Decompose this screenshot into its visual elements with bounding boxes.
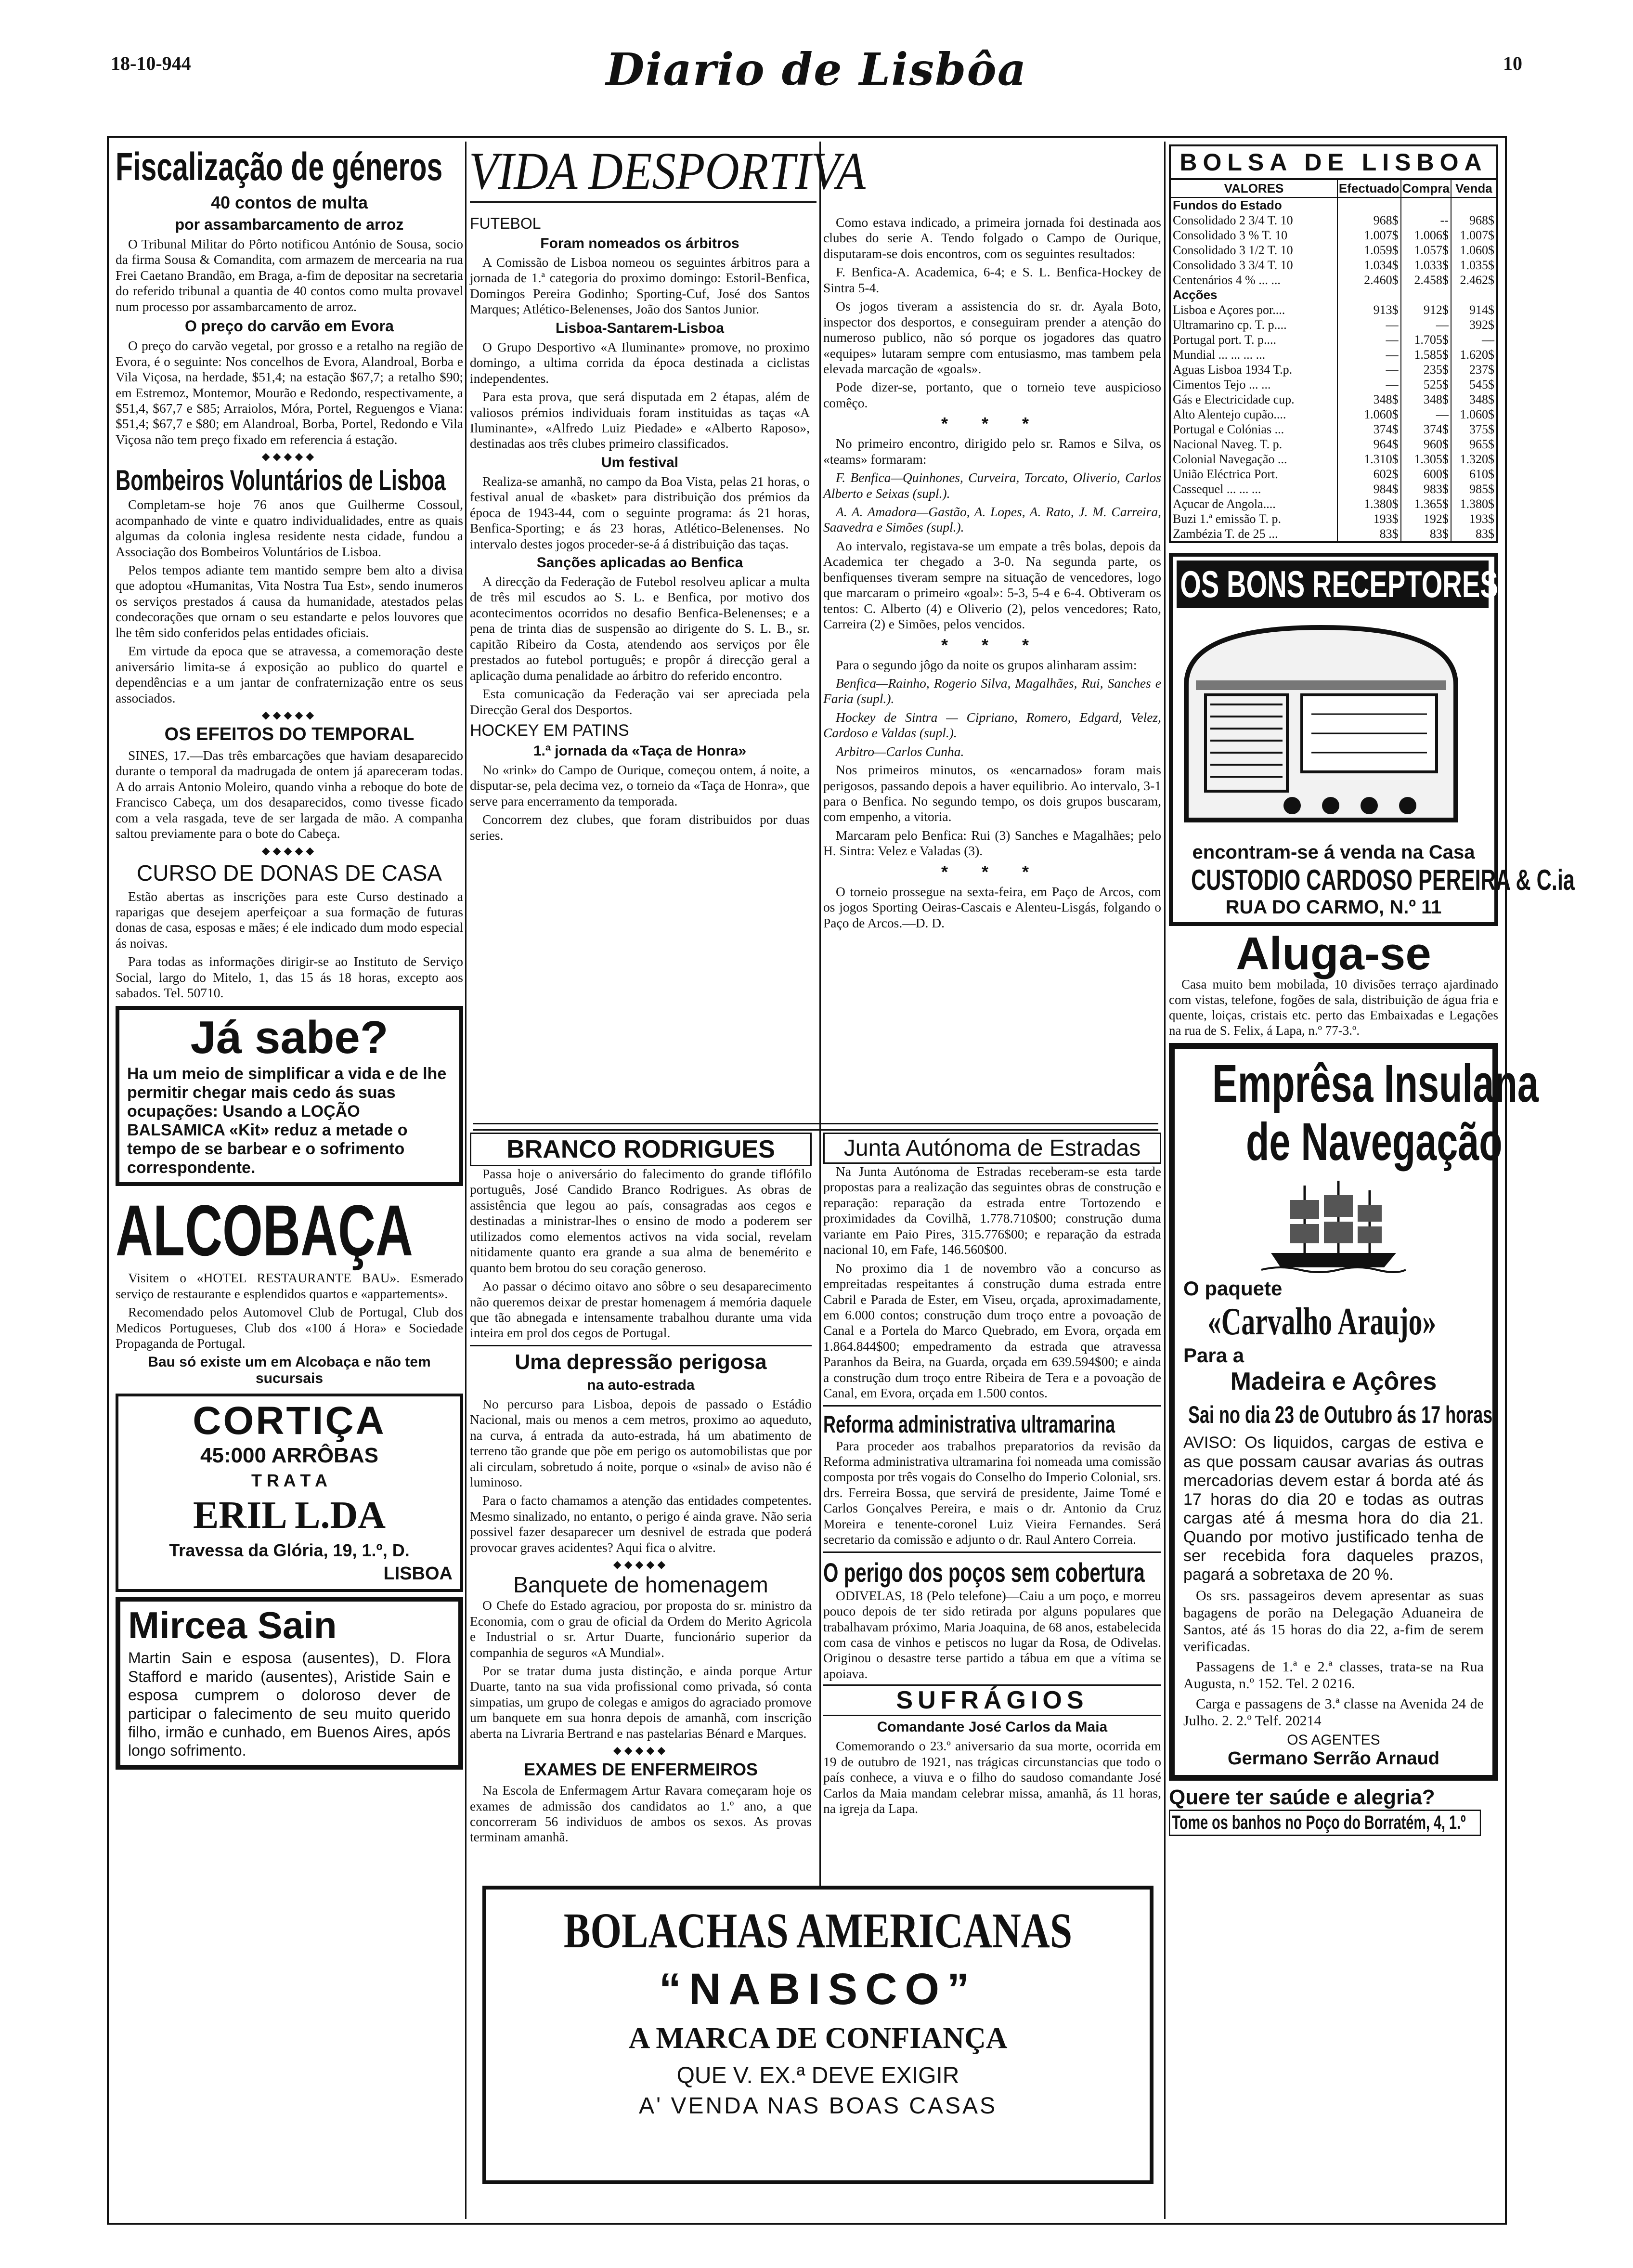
ad-paragraph: Casa muito bem mobilada, 10 divisões terraço ajardinado com vistas, telefone, fogões de sala, distribuição de água fria e quente, loiças, cristais etc. perto das Embaixadas e Legações na rua de S. Felix, á Lapa, n.º 77-3.º. xyxy=(1169,977,1498,1038)
security-name: Açucar de Angola.... xyxy=(1173,496,1276,511)
article-paragraph: F. Benfica—Quinhones, Curveira, Torcato, Oliverio, Carlos Alberto e Seixas (supl.). xyxy=(823,470,1161,501)
price-cell: 1.585$ xyxy=(1401,347,1451,362)
ornament-divider: ◆◆◆◆◆ xyxy=(261,844,317,857)
price-cell: — xyxy=(1401,407,1451,422)
table-row xyxy=(1171,302,1496,317)
price-cell: 600$ xyxy=(1401,467,1451,482)
radio-receiver-icon xyxy=(1177,613,1465,834)
price-cell: 1.033$ xyxy=(1401,258,1451,273)
destination: Madeira e Açôres xyxy=(1230,1368,1437,1396)
price-cell: 375$ xyxy=(1451,422,1496,437)
table-row xyxy=(1171,467,1496,482)
security-name: Aguas Lisboa 1934 T.p. xyxy=(1173,362,1293,377)
article-paragraph: No «rink» do Campo de Ourique, começou ontem, á noite, a disputar-se, pela decima vez, o torneio da «Taça de Honra», que serve para encerramento da temporada. xyxy=(470,762,810,808)
table-section-row xyxy=(1171,287,1496,302)
ad-title: ALCOBAÇA xyxy=(116,1190,413,1271)
table-row xyxy=(1171,407,1496,422)
column-header: Compra xyxy=(1401,180,1451,197)
price-cell: 1.060$ xyxy=(1337,407,1401,422)
price-cell: 985$ xyxy=(1451,482,1496,496)
ad-title: BOLACHAS AMERICANAS xyxy=(563,1903,1073,1958)
ad-paragraph: Carga e passagens de 3.ª classe na Avenida 24 de Julho. 2. 2.º Telf. 20214 xyxy=(1183,1695,1484,1729)
price-cell: 348$ xyxy=(1337,392,1401,407)
section-label: Acções xyxy=(1173,287,1218,302)
obituary-title: Mircea Sain xyxy=(128,1604,337,1647)
headline: EXAMES DE ENFERMEIROS xyxy=(523,1760,758,1780)
obituary-text: Martin Sain e esposa (ausentes), D. Flora Stafford e marido (ausentes), Aristide Sain e esposa cumprem o doloroso dever de participar o falecimento de seu muito querido filho, irmão e cunhado, em Buenos Aires, após longo sofrimento. xyxy=(128,1649,451,1760)
ad-title: CORTIÇA xyxy=(193,1399,386,1443)
table-cell xyxy=(1337,197,1401,213)
table-row xyxy=(1171,243,1496,258)
price-cell: 1.007$ xyxy=(1451,228,1496,243)
price-cell: 983$ xyxy=(1401,482,1451,496)
article-paragraph: Por se tratar duma justa distinção, e ainda porque Artur Duarte, tanto na sua vida profissional como privada, só conta simpatias, um grupo de colegas e amigos do agraciado promove um banquete em sua honra depois de amanhã, com inscrição aberta na Livraria Bertrand e nas pastelarias Bénard e Marques. xyxy=(470,1663,812,1741)
ship-icon xyxy=(1261,1171,1406,1277)
sports-rule xyxy=(473,1123,1158,1131)
headline: Uma depressão perigosa xyxy=(515,1350,767,1374)
price-cell: 968$ xyxy=(1451,213,1496,228)
agents-label: OS AGENTES xyxy=(1287,1732,1380,1748)
price-cell: — xyxy=(1401,317,1451,332)
price-cell: 1.006$ xyxy=(1401,228,1451,243)
stock-table-box xyxy=(1169,144,1498,543)
column-3-lower xyxy=(823,1133,1161,1884)
price-cell: 1.007$ xyxy=(1337,228,1401,243)
security-name: Cassequel ... ... ... xyxy=(1173,482,1261,496)
price-cell: — xyxy=(1337,377,1401,392)
table-cell xyxy=(1401,197,1451,213)
price-cell: 913$ xyxy=(1337,302,1401,317)
price-cell: 83$ xyxy=(1451,526,1496,541)
article-paragraph: Concorrem dez clubes, que foram distribuidos por duas series. xyxy=(470,812,810,843)
price-cell: 1.059$ xyxy=(1337,243,1401,258)
price-cell: -- xyxy=(1401,213,1451,228)
security-name: União Eléctrica Port. xyxy=(1173,467,1278,481)
ad-title: Quere ter saúde e alegria? xyxy=(1169,1786,1435,1810)
article-paragraph: No proximo dia 1 de novembro vão a concurso as empreitadas respeitantes á construção duma estrada entre Cabril e Parada de Ester, em Viseu, orçada, aproximadamente, em 6.000 contos; construção dum troço entre a povoação de Canal e a Portela do Marco Quebrado, em Evora, orçada em 1.864.844$00; empedramento da estrada que atravessa Paranhos da Beira, na Guarda, orçada em 639.594$00; e ainda a construção dum troço entre Ribeira de Tera e a povoação de Canal, em Evora, orçada em 1.500 contos. xyxy=(823,1260,1161,1401)
price-cell: 610$ xyxy=(1451,467,1496,482)
ad-city: LISBOA xyxy=(383,1564,453,1584)
ad-line: QUE V. EX.ª DEVE EXIGIR xyxy=(676,2063,959,2088)
article-paragraph: Marcaram pelo Benfica: Rui (3) Sanches e Magalhães; pelo H. Sintra: Velez e Valadas (3). xyxy=(823,827,1161,859)
price-cell: 1.310$ xyxy=(1337,452,1401,467)
page-header xyxy=(111,43,1522,105)
table-row xyxy=(1171,392,1496,407)
column-header: Efectuado xyxy=(1337,180,1401,197)
article-paragraph: Como estava indicado, a primeira jornada foi destinada aos clubes do serie A. Tendo folgado o Campo de Ourique, disputaram-se dois encontros, com os seguintes resultados: xyxy=(823,215,1161,261)
divider xyxy=(470,1345,812,1346)
price-cell: 914$ xyxy=(1451,302,1496,317)
security-name: Cimentos Tejo ... ... xyxy=(1173,377,1271,391)
price-cell: 525$ xyxy=(1401,377,1451,392)
article-paragraph: Na Junta Autónoma de Estradas receberam-se esta tarde propostas para a realização das seguintes obras de construção e reparação: reparação da estrada entre Tortozendo e proximidades da Covilhã, 1.778.710$00; construção duma variante em Paio Pires, 315.776$00; e reparação da estrada nacional 10, em Fafe, 146.560$00. xyxy=(823,1164,1161,1257)
table-header xyxy=(1171,180,1496,197)
article-paragraph: Hockey de Sintra — Cipriano, Romero, Edgard, Velez, Cardoso e Valdas (supl.). xyxy=(823,709,1161,741)
table-row xyxy=(1171,332,1496,347)
ad-title: Já sabe? xyxy=(190,1011,389,1063)
security-name: Centenários 4 % ... ... xyxy=(1173,273,1281,287)
ad-paragraph: Os srs. passageiros devem apresentar as suas bagagens de porão na Delegação Aduaneira de Santos, até ás 15 horas do dia 22, a-fim de serem verificadas. xyxy=(1183,1588,1484,1655)
security-name: Lisboa e Açores por.... xyxy=(1173,302,1285,317)
table-row xyxy=(1171,422,1496,437)
price-cell: 192$ xyxy=(1401,511,1451,526)
sport-label: FUTEBOL xyxy=(470,215,541,232)
article-paragraph: Comemorando o 23.º aniversario da sua morte, ocorrida em 19 de outubro de 1921, nas trágicas circunstancias que todo o país conhece, a viuva e o filho do saudoso comandante José Carlos da Maia mandam celebrar missa, amanhã, ás 11 horas, na igreja da Lapa. xyxy=(823,1738,1161,1816)
ad-paragraph: AVISO: Os liquidos, cargas de estiva e as que possam causar avarias ás outras mercadorias devem estar á borda até ás 17 horas do dia 20 e todas as outras cargas até á mesma hora do dia 21. Quando por motivo justificado tenha de ser recebida fora daqueles prazos, pagará a sobretaxa de 20 %. xyxy=(1183,1434,1484,1584)
article-heading: Um festival xyxy=(601,454,679,470)
security-name: Gás e Electricidade cup. xyxy=(1173,392,1295,406)
ad-receptores xyxy=(1169,553,1575,926)
ad-address: RUA DO CARMO, N.º 11 xyxy=(1225,897,1442,918)
ad-ja-sabe xyxy=(116,1006,463,1186)
security-name: Mundial ... ... ... ... xyxy=(1173,347,1266,362)
article-paragraph: F. Benfica-A. Academica, 6-4; e S. L. Benfica-Hockey de Sintra 5-4. xyxy=(823,264,1161,295)
price-cell: 960$ xyxy=(1401,437,1451,452)
price-cell: 374$ xyxy=(1337,422,1401,437)
price-cell: 235$ xyxy=(1401,362,1451,377)
article-paragraph: Realiza-se amanhã, no campo da Boa Vista, pelas 21 horas, o festival anual de «basket» para distribuição dos prémios da época de 1943-44, com o seguinte programa: ás 21 horas, Benfica-Sporting; e ás 23 horas, Atlético-Belenenses. No intervalo destes jogos proceder-se-á á distribuição das taças. xyxy=(470,473,810,551)
page-frame xyxy=(107,136,1575,2225)
table-row xyxy=(1171,347,1496,362)
security-name: Portugal port. T. p.... xyxy=(1173,332,1276,347)
ad-paragraph: Recomendado pelos Automovel Club de Portugal, Club dos Medicos Portugueses, Club dos «100 á Hora» e Sociedade Propaganda de Portugal. xyxy=(116,1304,463,1351)
price-cell: 1.305$ xyxy=(1401,452,1451,467)
ad-note: Bau só existe um em Alcobaça e não tem sucursais xyxy=(148,1354,431,1387)
article-paragraph: O Grupo Desportivo «A Iluminante» promove, no proximo domingo, a ultima corrida da época destinada a ciclistas independentes. xyxy=(470,339,810,386)
ad-trata: T R A T A xyxy=(251,1471,327,1491)
price-cell: 1.620$ xyxy=(1451,347,1496,362)
ad-title: de Navegação xyxy=(1246,1112,1503,1172)
article-paragraph: Benfica—Rainho, Rogerio Silva, Magalhães, Rui, Sanches e Faria (supl.). xyxy=(823,675,1161,706)
table-row xyxy=(1171,496,1496,511)
ad-brand: “NABISCO” xyxy=(659,1965,977,2014)
table-row xyxy=(1171,213,1496,228)
ad-text: Para a xyxy=(1183,1344,1244,1367)
headline: SUFRÁGIOS xyxy=(823,1684,1161,1716)
ship-name: «Carvalho Araujo» xyxy=(1207,1301,1437,1343)
table-row xyxy=(1171,362,1496,377)
stars-divider: * * * xyxy=(941,414,1044,434)
article-paragraph: A direcção da Federação de Futebol resolveu aplicar a multa de três mil escudos ao S. L. e Benfica, por motivo dos acontecimentos ocorridos no desafio Benfica-Belenenses; e a pena de trinta dias de suspensão ao dirigente do S. L. B., sr. capitão Ribeiro da Costa, atendendo aos serviços por êle prestados ao futebol português; e propôr á direcção geral a aplicação duma penalidade ao árbitro do referido encontro. xyxy=(470,574,810,683)
price-cell: 602$ xyxy=(1337,467,1401,482)
section-heading: O preço do carvão em Evora xyxy=(185,317,394,335)
column-rule xyxy=(1164,142,1166,2219)
column-1 xyxy=(116,144,463,2215)
ad-tagline: A MARCA DE CONFIANÇA xyxy=(628,2022,1008,2055)
issue-date: 18-10-944 xyxy=(111,52,191,74)
table-cell xyxy=(1451,287,1496,302)
price-cell: 968$ xyxy=(1337,213,1401,228)
article-paragraph: Para o segundo jôgo da noite os grupos alinharam assim: xyxy=(836,657,1137,672)
stock-table xyxy=(1171,180,1496,541)
table-row xyxy=(1171,452,1496,467)
headline: Reforma administrativa ultramarina xyxy=(823,1410,1115,1438)
article-paragraph: SINES, 17.—Das três embarcações que haviam desaparecido durante o temporal da madrugada de ontem já apareceram todas. A do arrais Antonio Moleiro, quando vinha a reboque do bote de Francisco Cabeça, um dos desaparecidos, como tivesse ficado com a vela rasgada, teve de ser largada de mão. A companha saltou previamente para o bote do Cabeça. xyxy=(116,747,463,841)
ad-company: ERIL L.DA xyxy=(193,1494,386,1537)
price-cell: — xyxy=(1337,347,1401,362)
ad-text: Tome os banhos no Poço do Borratém, 4, 1.º xyxy=(1169,1810,1481,1836)
article-paragraph: O Chefe do Estado agraciou, por proposta do sr. ministro da Economia, com o grau de oficial da Ordem do Merito Agricola e Industrial o sr. Artur Duarte, funcionário superior da companhia de seguros «A Mundial». xyxy=(470,1598,812,1660)
departure: Sai no dia 23 de Outubro ás 17 horas xyxy=(1188,1401,1493,1429)
security-name: Consolidado 3 1/2 T. 10 xyxy=(1173,243,1293,257)
table-row xyxy=(1171,273,1496,287)
table-row xyxy=(1171,317,1496,332)
security-name: Consolidado 3 % T. 10 xyxy=(1173,228,1288,242)
table-cell xyxy=(1451,197,1496,213)
security-name: Consolidado 2 3/4 T. 10 xyxy=(1173,213,1293,227)
ad-text: Ha um meio de simplificar a vida e de lhe permitir chegar mais cedo ás suas ocupações: Usando a LOÇÃO BALSAMICA «Kit» reduz a metade o tempo de se barbear e o sofrimento correspondente. xyxy=(127,1064,447,1177)
price-cell: 2.458$ xyxy=(1401,273,1451,287)
article-heading: Sanções aplicadas ao Benfica xyxy=(536,555,743,571)
divider xyxy=(823,1405,1161,1407)
price-cell: 964$ xyxy=(1337,437,1401,452)
price-cell: — xyxy=(1337,332,1401,347)
section-label: Fundos do Estado xyxy=(1173,198,1282,212)
headline: Banquete de homenagem xyxy=(513,1572,768,1598)
ad-title: OS BONS RECEPTORES xyxy=(1177,560,1489,608)
subheadline: por assambarcamento de arroz xyxy=(175,216,404,233)
article-paragraph: O Tribunal Militar do Pôrto notificou António de Sousa, socio da firma Sousa & Comandita, com armazem de mercearia na rua Frei Caetano Brandão, em Braga, a-fim de depositar na secretaria do referido tribunal a quantia de 40 contos como multa provavel num processo por assambarcamento de arroz. xyxy=(116,236,463,314)
ad-text: O paquete xyxy=(1183,1277,1283,1300)
price-cell: 193$ xyxy=(1337,511,1401,526)
column-2-lower xyxy=(470,1133,812,1884)
section-heading: OS EFEITOS DO TEMPORAL xyxy=(164,724,415,744)
article-paragraph: No primeiro encontro, dirigido pelo sr. Ramos e Silva, os «teams» formaram: xyxy=(823,436,1161,467)
divider xyxy=(470,201,816,203)
price-cell: 984$ xyxy=(1337,482,1401,496)
ad-paragraph: Passagens de 1.ª e 2.ª classes, trata-se na Rua Augusta, n.º 152. Tel. 2 0216. xyxy=(1183,1658,1484,1692)
price-cell: 374$ xyxy=(1401,422,1451,437)
column-4 xyxy=(1169,144,1575,2215)
table-row xyxy=(1171,228,1496,243)
ornament-divider: ◆◆◆◆◆ xyxy=(613,1744,669,1757)
price-cell: 348$ xyxy=(1451,392,1496,407)
ad-nabisco xyxy=(482,1886,1153,2184)
sport-label: HOCKEY EM PATINS xyxy=(470,721,629,740)
headline: O perigo dos poços sem cobertura xyxy=(823,1557,1145,1588)
article-paragraph: Passa hoje o aniversário do falecimento do grande tiflófilo português, José Candido Branco Rodrigues. As obras de assistência que legou ao país, consagradas aos cegos e destinadas a ministrar-lhes o ensino de modo a poderem ser utilizados como elementos activos na vida social, revelam nitidamente quanto era grande a sua alma de benemérito e quanto bem brotou do seu coração generoso. xyxy=(470,1166,812,1275)
price-cell: 912$ xyxy=(1401,302,1451,317)
table-row xyxy=(1171,437,1496,452)
price-cell: 83$ xyxy=(1401,526,1451,541)
price-cell: 545$ xyxy=(1451,377,1496,392)
price-cell: 2.460$ xyxy=(1337,273,1401,287)
article-paragraph: No percurso para Lisboa, depois de passado o Estádio Nacional, mais ou menos a cem metros, proximo ao aqueduto, na curva, á entrada da auto-estrada, há um abatimento de terreno tão grande que põe em perigo os automobilistas que por ali circulam, sobretudo á noite, porque o «sinal» de aviso não é luminoso. xyxy=(470,1396,812,1489)
stars-divider: * * * xyxy=(941,861,1044,882)
price-cell: — xyxy=(1451,332,1496,347)
price-cell: — xyxy=(1337,317,1401,332)
ad-address: Travessa da Glória, 19, 1.º, D. xyxy=(169,1540,410,1561)
price-cell: 1.035$ xyxy=(1451,258,1496,273)
headline: BRANCO RODRIGUES xyxy=(470,1133,812,1166)
article-heading: Foram nomeados os árbitros xyxy=(540,235,739,251)
article-paragraph: Em virtude da epoca que se atravessa, a comemoração deste aniversário limita-se á exposição ao publico do quartel e dependências e a um jantar de confraternização entre os seus associados. xyxy=(116,643,463,705)
security-name: Portugal e Colónias ... xyxy=(1173,422,1284,436)
price-cell: — xyxy=(1337,362,1401,377)
price-cell: 965$ xyxy=(1451,437,1496,452)
subheadline: na auto-estrada xyxy=(587,1377,695,1393)
security-name: Nacional Naveg. T. p. xyxy=(1173,437,1283,451)
price-cell: 1.320$ xyxy=(1451,452,1496,467)
headline: Fiscalização de géneros xyxy=(116,145,443,189)
article-paragraph: Os jogos tiveram a assistencia do sr. dr. Ayala Boto, inspector dos desportos, e conseguiram prender a atenção do numeroso publico, não só porque os jogadores das quatro «equipes» lutaram sempre com entusiasmo, mas tambem pela elevada marcação de «goals». xyxy=(823,299,1161,376)
security-name: Alto Alentejo cupão.... xyxy=(1173,407,1286,421)
subheadline: Comandante José Carlos da Maia xyxy=(877,1719,1108,1735)
article-paragraph: O preço do carvão vegetal, por grosso e a retalho na região de Evora, é o seguinte: Nos concelhos de Evora, Alandroal, Borba e Vila Viçosa, na herdade, $51,4; na estação $67,7; a retalho $90; em Estremoz, Montemor, Mourão e Redondo, respectivamente, a $51,4, $67,7 e $85; Arraiolos, Móra, Portel, Reguengos e Viana: $51,4; $67,7 e $80; em Alandroal, Borba, Portel, Redondo e Vila Viçosa não tem preço fixado em referencia á estação. xyxy=(116,338,463,447)
table-cell xyxy=(1337,287,1401,302)
ad-line: A' VENDA NAS BOAS CASAS xyxy=(638,2093,998,2119)
column-rule xyxy=(819,142,821,1886)
headline: Bombeiros Voluntários de Lisboa xyxy=(116,464,446,497)
ornament-divider: ◆◆◆◆◆ xyxy=(613,1558,669,1571)
table-row xyxy=(1171,526,1496,541)
ad-title: Aluga-se xyxy=(1236,928,1431,979)
stars-divider: * * * xyxy=(941,635,1044,655)
price-cell: 1.380$ xyxy=(1337,496,1401,511)
price-cell: 1.057$ xyxy=(1401,243,1451,258)
price-cell: 348$ xyxy=(1401,392,1451,407)
security-name: Colonial Navegação ... xyxy=(1173,452,1287,466)
table-cell xyxy=(1401,287,1451,302)
article-paragraph: ODIVELAS, 18 (Pelo telefone)—Caiu a um poço, e morreu pouco depois de ter sido retirada por alguns populares que trabalhavam próximo, Maria Joaquina, de 68 anos, estabelecida com casa de vinhos e petiscos no lugar da Rosa, de Odivelas. Originou o desastre terse partido a tábua em que a vítima se apoiava. xyxy=(823,1588,1161,1681)
ad-text: encontram-se á venda na Casa xyxy=(1192,842,1475,863)
price-cell: 193$ xyxy=(1451,511,1496,526)
masthead: Diario de Lisbôa xyxy=(606,43,1027,95)
price-cell: 1.034$ xyxy=(1337,258,1401,273)
price-cell: 1.060$ xyxy=(1451,407,1496,422)
column-rule xyxy=(465,142,467,2219)
agent-name: Germano Serrão Arnaud xyxy=(1228,1748,1439,1769)
ad-title: Emprêsa Insulana xyxy=(1212,1054,1539,1114)
table-row xyxy=(1171,482,1496,496)
ad-subtitle: 45:000 ARRÔBAS xyxy=(200,1444,379,1468)
sports-left xyxy=(470,215,810,1120)
table-row xyxy=(1171,511,1496,526)
obituary-mircea xyxy=(116,1597,463,1769)
article-paragraph: Pelos tempos adiante tem mantido sempre bem alto a divisa que adoptou «Humanitas, Vita Nostra Tua Est», sendo inumeros os serviços prestados á causa da humanidade, atestados pelas condecorações que ornam o seu estandarte e pelos louvores que lhe têm sido conferidos pelas entidades oficiais. xyxy=(116,562,463,640)
table-row xyxy=(1171,377,1496,392)
security-name: Ultramarino cp. T. p.... xyxy=(1173,317,1287,332)
price-cell: 1.060$ xyxy=(1451,243,1496,258)
article-paragraph: Arbitro—Carlos Cunha. xyxy=(836,743,964,759)
article-paragraph: Pode dizer-se, portanto, que o torneio teve auspicioso comêço. xyxy=(823,379,1161,410)
price-cell: 1.705$ xyxy=(1401,332,1451,347)
section-heading: CURSO DE DONAS DE CASA xyxy=(137,860,442,886)
headline: Junta Autónoma de Estradas xyxy=(823,1133,1161,1164)
article-paragraph: Para todas as informações dirigir-se ao Instituto de Serviço Social, largo do Mitelo, 1, das 15 ás 18 horas, excepto aos sabados. Tel. 50710. xyxy=(116,954,463,1001)
article-paragraph: Para proceder aos trabalhos preparatorios da revisão da Reforma administrativa ultramarina foi nomeada uma comissão composta por três vogais do Conselho do Imperio Colonial, srs. drs. Ferreira Bossa, que servirá de presidente, Jaime Tomé e Carlos Gonçalves Pereira, e mais o dr. Antonio da Cruz Moreira e tenente-coronel Luiz Vieira Fernandes. Será secretario da comissão e adjunto o dr. Raul Antero Correia. xyxy=(823,1438,1161,1547)
price-cell: 1.365$ xyxy=(1401,496,1451,511)
article-paragraph: Para esta prova, que será disputada em 2 étapas, além de valiosos prémios individuais foram instituidas as taças «A Iluminante», «Alfredo Luiz Piedade» e «Alberto Raposo», destinadas aos três clubes primeiro classificados. xyxy=(470,389,810,451)
article-paragraph: Estão abertas as inscrições para este Curso destinado a raparigas que desejem aperfeiçoar a sua formação de futuras donas de casa, esposas e mães; é ele indicado dum modo especial ás noivas. xyxy=(116,888,463,951)
stock-title: BOLSA DE LISBOA xyxy=(1171,146,1496,180)
article-paragraph: Completam-se hoje 76 anos que Guilherme Cossoul, acompanhado de vinte e quatro individualidades, entre as quais algumas da colonia inglesa residente nesta cidade, fundou a Associação dos Bombeiros Voluntários de Lisboa. xyxy=(116,497,463,559)
ad-paragraph: Visitem o «HOTEL RESTAURANTE BAU». Esmerado serviço de restaurante e esplendidos quartos e «appartements». xyxy=(116,1270,463,1301)
ornament-divider: ◆◆◆◆◆ xyxy=(261,708,317,721)
table-section-row xyxy=(1171,197,1496,213)
price-cell: 237$ xyxy=(1451,362,1496,377)
article-heading: 1.ª jornada da «Taça de Honra» xyxy=(533,743,747,759)
article-paragraph: Ao passar o décimo oitavo ano sôbre o seu desaparecimento não queremos deixar de prestar homenagem á memória daquele que tão abnegada e intensamente trabalhou durante uma vida inteira em prol dos cegos de Portugal. xyxy=(470,1278,812,1341)
security-name: Buzi 1.ª emissão T. p. xyxy=(1173,511,1282,526)
article-paragraph: Esta comunicação da Federação vai ser apreciada pela Direcção Geral dos Desportos. xyxy=(470,686,810,717)
article-paragraph: O torneio prossegue na sexta-feira, em Paço de Arcos, com os jogos Sporting Oeiras-Cascais e Alenteu-Lisgás, folgando o Paço de Arcos.—D. D. xyxy=(823,884,1161,930)
article-paragraph: Ao intervalo, registava-se um empate a três bolas, depois da Academica ter chegado a 3-0. Na segunda parte, os benfiquenses tiveram sempre na situação de vencedores, logo que marcaram o primeiro «goal»: 5-3, 5-4 e 6-4. Obtiveram os tentos: C. Alberto (4) e Oliverio (2), pelos vencedores; Rato, Carreira (2) e Simões, pelos vencidos. xyxy=(823,538,1161,632)
article-paragraph: Na Escola de Enfermagem Artur Ravara começaram hoje os exames de admissão dos candidatos ao 1.º ano, a que concorreram 56 individuos de ambos os sexos. As provas terminam amanhã. xyxy=(470,1783,812,1845)
article-paragraph: Nos primeiros minutos, os «encarnados» foram mais perigosos, passando depois a haver equilibrio. Ao intervalo, 3-1 para o Benfica. No segundo tempo, os dois grupos buscaram, com empenho, a vitoria. xyxy=(823,762,1161,824)
price-cell: 83$ xyxy=(1337,526,1401,541)
article-heading: Lisboa-Santarem-Lisboa xyxy=(555,320,725,336)
security-name: Consolidado 3 3/4 T. 10 xyxy=(1173,258,1293,272)
column-header: Venda xyxy=(1451,180,1496,197)
price-cell: 392$ xyxy=(1451,317,1496,332)
page-number: 10 xyxy=(1503,52,1522,74)
table-row xyxy=(1171,258,1496,273)
price-cell: 2.462$ xyxy=(1451,273,1496,287)
article-paragraph: Para o facto chamamos a atenção das entidades competentes. Mesmo sinalizado, no entanto, o perigo é ainda grave. Não seria possivel fazer desaparecer um desnivel de estrada que poderá provocar graves acidentes? Aqui fica o alvitre. xyxy=(470,1493,812,1555)
subheadline: 40 contos de multa xyxy=(210,193,368,212)
article-paragraph: A Comissão de Lisboa nomeou os seguintes árbitros para a jornada de 1.ª categoria do proximo domingo: Estoril-Benfica, Domingos Pereira Godinho; Sporting-Cuf, José dos Santos Marques; Atlético-Belenenses, João dos Santos Junior. xyxy=(470,255,810,317)
article-paragraph: A. A. Amadora—Gastão, A. Lopes, A. Rato, J. M. Carreira, Saavedra e Simões (supl.). xyxy=(823,504,1161,535)
column-header: VALORES xyxy=(1171,180,1337,197)
section-masthead: VIDA DESPORTIVA xyxy=(469,142,866,200)
ornament-divider: ◆◆◆◆◆ xyxy=(261,450,317,463)
price-cell: 1.380$ xyxy=(1451,496,1496,511)
ad-shop: CUSTODIO CARDOSO PEREIRA & C.ia xyxy=(1191,864,1575,896)
ad-cortica xyxy=(116,1394,463,1592)
security-name: Zambézia T. de 25 ... xyxy=(1173,526,1278,541)
divider xyxy=(823,1551,1161,1553)
sports-right xyxy=(823,215,1161,1120)
ad-insulana xyxy=(1169,1043,1539,1781)
